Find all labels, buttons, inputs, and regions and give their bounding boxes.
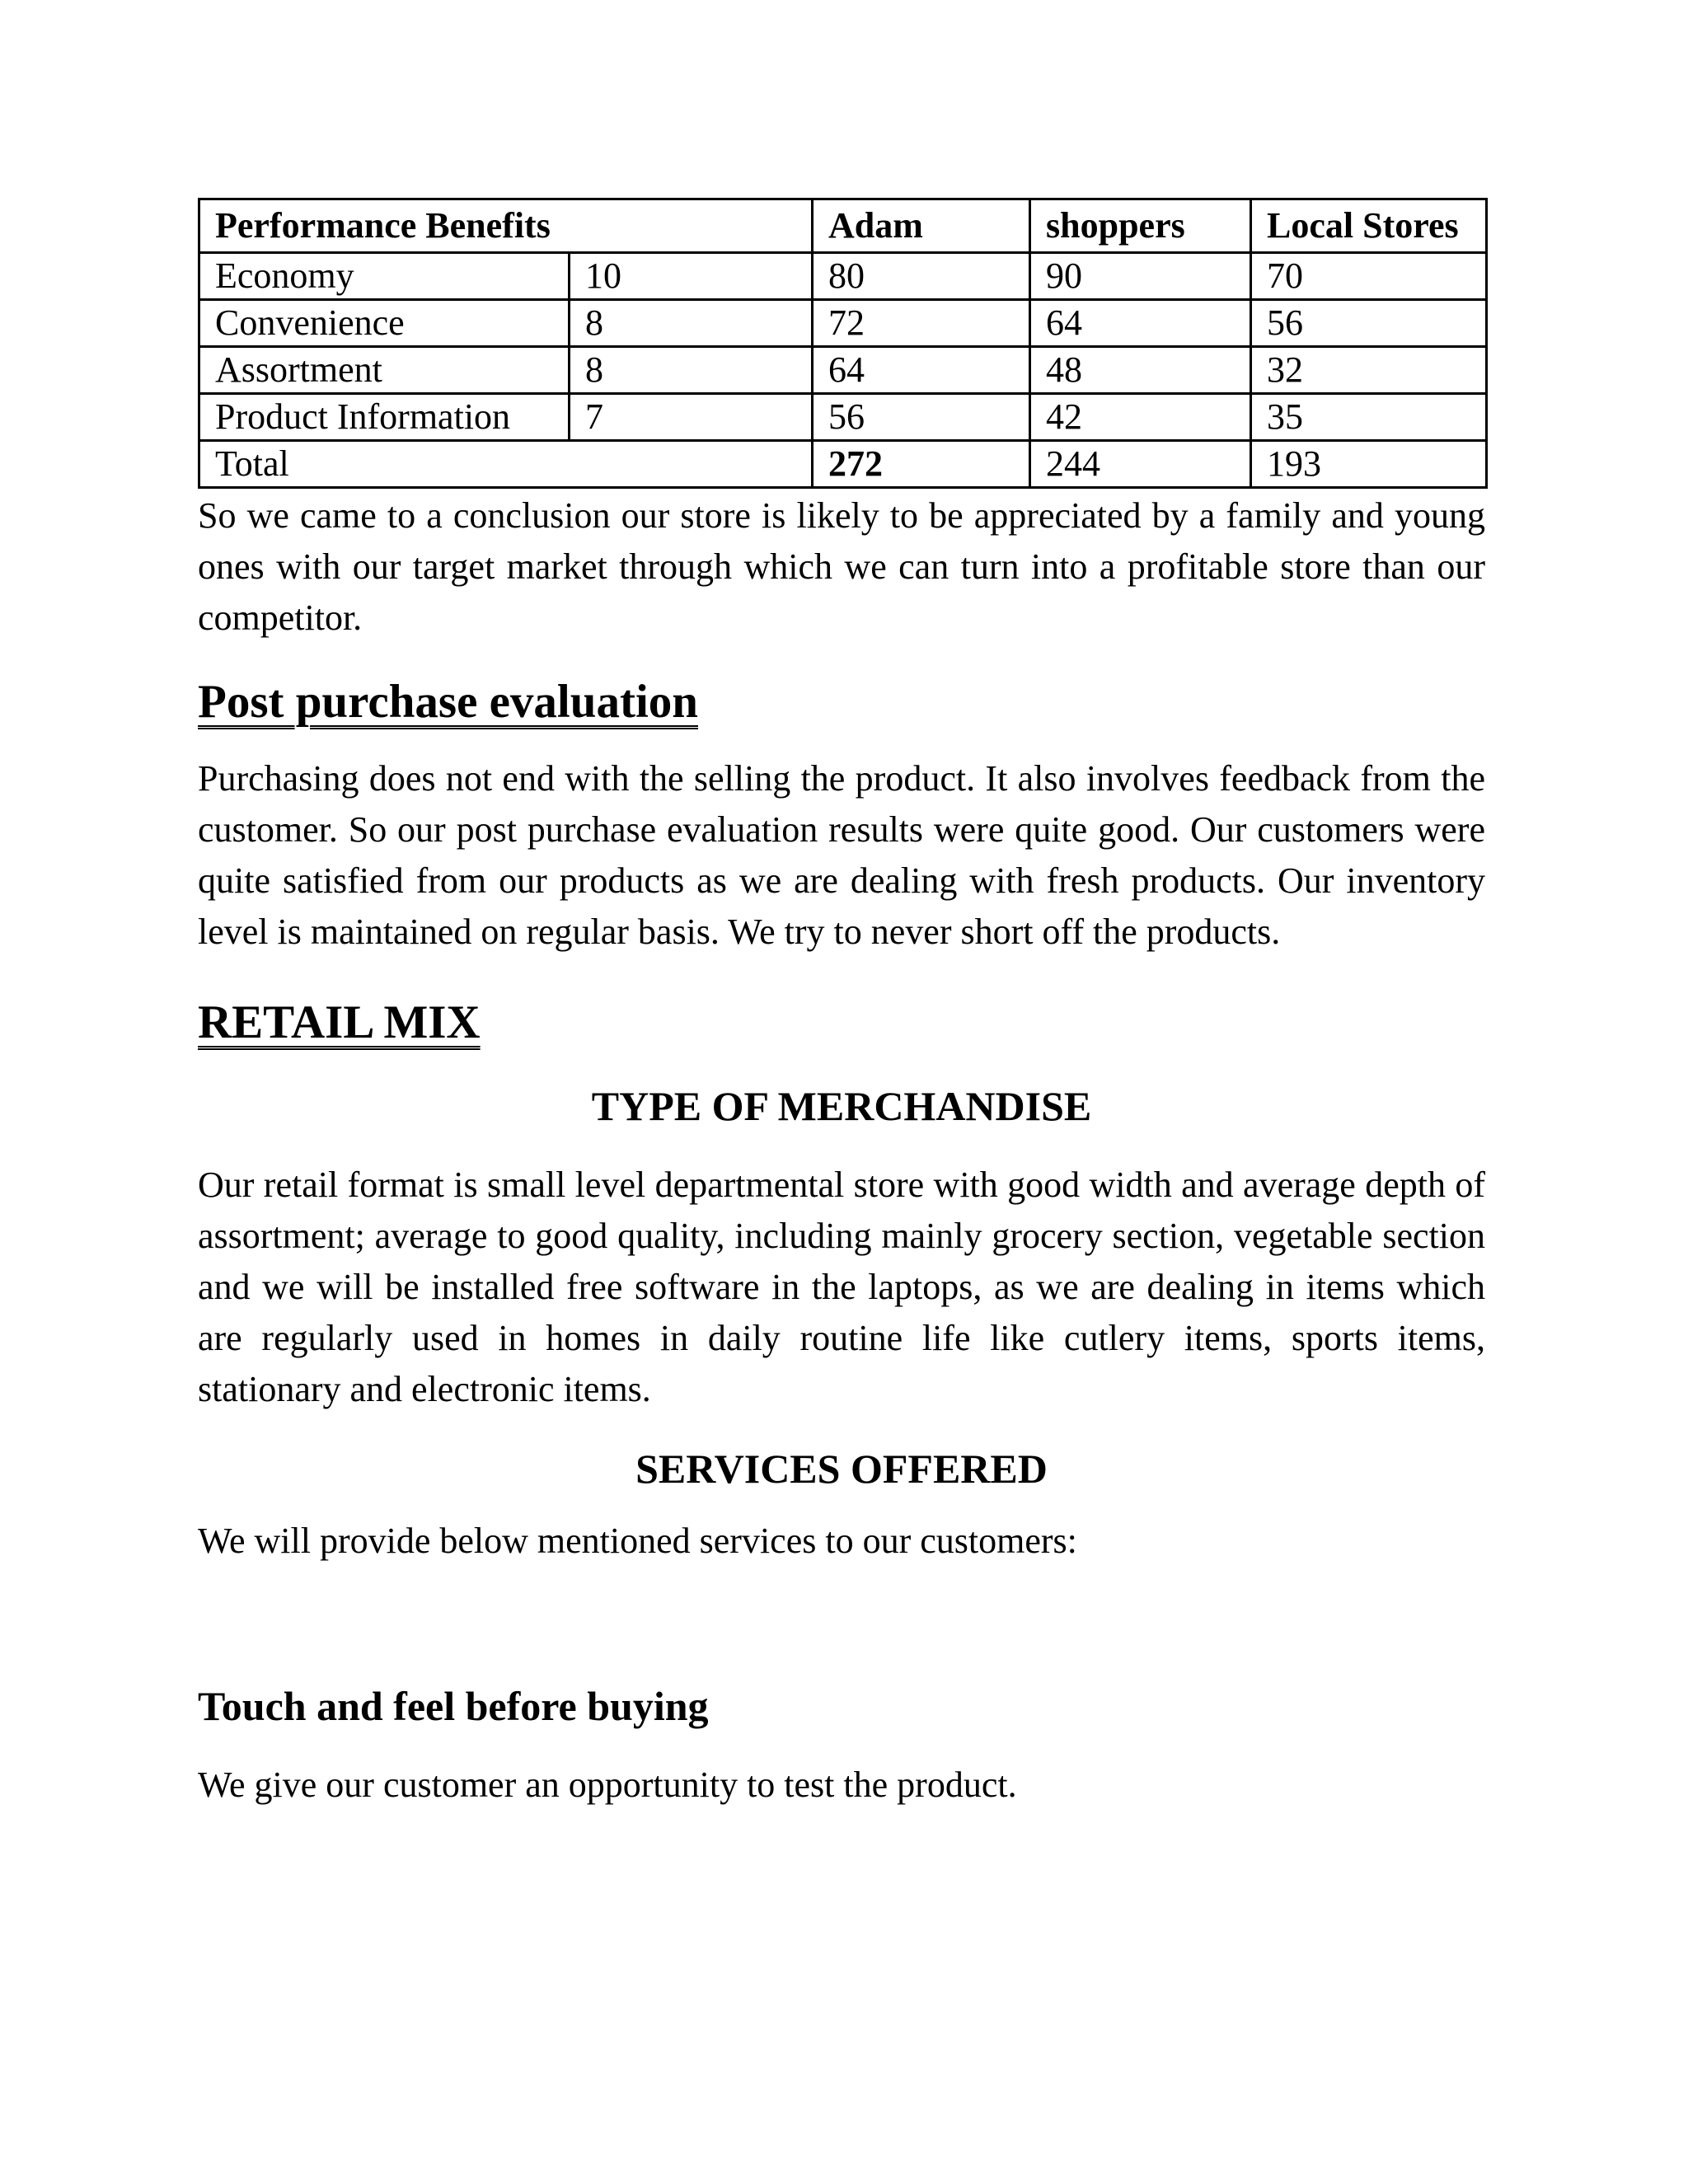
- table-row: [199, 394, 1487, 441]
- row-shoppers: 90: [1030, 253, 1251, 300]
- row-weight: 7: [570, 394, 813, 441]
- row-adam: 80: [813, 253, 1030, 300]
- touch-feel-paragraph: We give our customer an opportunity to test the product.: [198, 1765, 1017, 1805]
- post-purchase-paragraph: Purchasing does not end with the selling the product. It also involves feedback from the customer. So our post purchase evaluation results were quite good. Our customers were quite satisfied from our products as we are dealing with fresh products. Our inventory level is maintained on regular basis. We try to never short off the products.: [198, 758, 1485, 952]
- merchandise-heading: TYPE OF MERCHANDISE: [591, 1083, 1092, 1129]
- table-row: [199, 347, 1487, 394]
- row-local: 70: [1251, 253, 1487, 300]
- row-adam: 64: [813, 347, 1030, 394]
- retail-mix-heading: RETAIL MIX: [198, 996, 481, 1048]
- total-local: 193: [1251, 441, 1487, 488]
- total-shoppers: 244: [1030, 441, 1251, 488]
- row-shoppers: 48: [1030, 347, 1251, 394]
- table-total-row: [199, 441, 1487, 488]
- table-header-row: [199, 199, 1487, 253]
- row-label: Assortment: [199, 347, 570, 394]
- header-adam: Adam: [813, 199, 1030, 253]
- post-purchase-heading: Post purchase evaluation: [198, 676, 698, 728]
- row-weight: 8: [570, 300, 813, 347]
- document-page: [198, 198, 1485, 1811]
- row-weight: 8: [570, 347, 813, 394]
- services-heading: SERVICES OFFERED: [635, 1446, 1048, 1492]
- row-label: Product Information: [199, 394, 570, 441]
- services-paragraph: We will provide below mentioned services to our customers:: [198, 1521, 1077, 1561]
- total-label: Total: [199, 441, 813, 488]
- row-local: 32: [1251, 347, 1487, 394]
- header-local-stores: Local Stores: [1251, 199, 1487, 253]
- row-adam: 72: [813, 300, 1030, 347]
- table-row: [199, 253, 1487, 300]
- row-local: 56: [1251, 300, 1487, 347]
- row-local: 35: [1251, 394, 1487, 441]
- merchandise-paragraph: Our retail format is small level departmental store with good width and average depth of assortment; average to good quality, including mainly grocery section, vegetable section and we will be installed free software in the laptops, as we are dealing in items which are regularly used in homes in daily routine life like cutlery items, sports items, stationary and electronic items.: [198, 1165, 1485, 1409]
- row-shoppers: 42: [1030, 394, 1251, 441]
- conclusion-paragraph: So we came to a conclusion our store is likely to be appreciated by a family and young ones with our target market through which we can turn into a profitable store than our competitor.: [198, 495, 1485, 638]
- table-row: [199, 300, 1487, 347]
- touch-feel-heading: Touch and feel before buying: [198, 1683, 709, 1729]
- header-shoppers: shoppers: [1030, 199, 1251, 253]
- row-shoppers: 64: [1030, 300, 1251, 347]
- total-adam: 272: [813, 441, 1030, 488]
- row-label: Economy: [199, 253, 570, 300]
- performance-table: [198, 198, 1488, 489]
- row-adam: 56: [813, 394, 1030, 441]
- header-performance-benefits: Performance Benefits: [199, 199, 813, 253]
- row-weight: 10: [570, 253, 813, 300]
- row-label: Convenience: [199, 300, 570, 347]
